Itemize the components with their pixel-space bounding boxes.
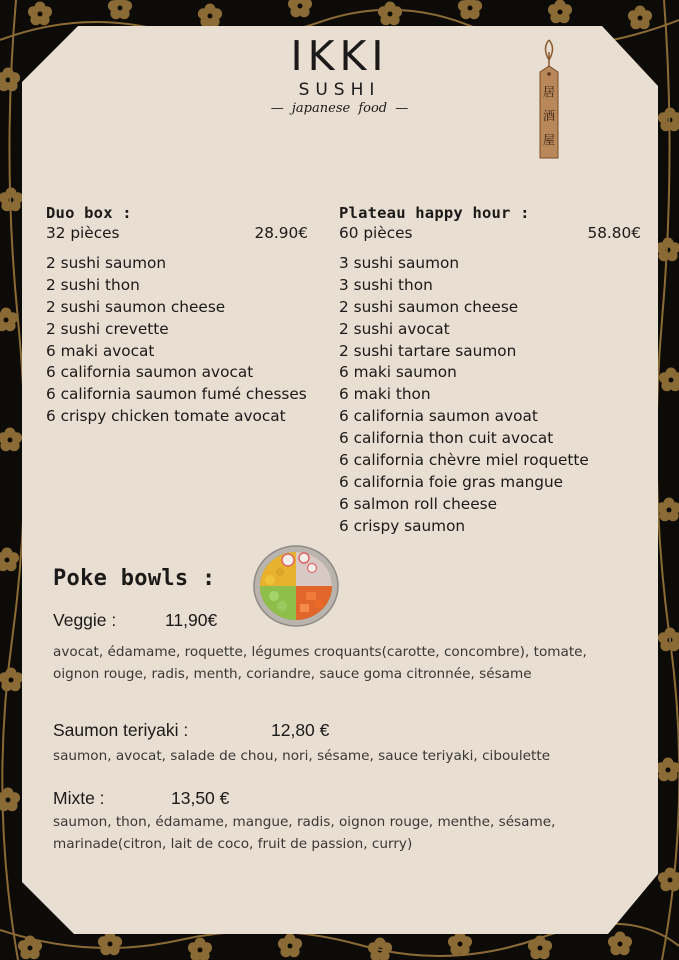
poke-item-veggie — [53, 610, 593, 685]
list-item: 6 california saumon fumé chesses — [46, 385, 307, 404]
list-item: 6 california thon cuit avocat — [339, 429, 554, 448]
duo-box-section — [46, 203, 308, 428]
list-item: 6 california chèvre miel roquette — [339, 451, 589, 470]
list-item: 6 california foie gras mangue — [339, 472, 564, 491]
poke-item-saumon-teriyaki — [53, 720, 593, 768]
list-item: 6 crispy chicken tomate avocat — [46, 407, 286, 426]
list-item: 6 crispy saumon — [339, 516, 466, 535]
happy-hour-count: 60 pièces — [339, 224, 413, 242]
list-item: 6 california saumon avocat — [46, 363, 254, 382]
list-item: 2 sushi saumon cheese — [46, 297, 226, 316]
duo-box-count: 32 pièces — [46, 224, 120, 242]
happy-hour-section — [339, 203, 641, 538]
poke-price: 11,90€ — [165, 610, 218, 630]
list-item: 3 sushi thon — [339, 275, 433, 294]
sign-text: 居 酒 屋 — [542, 85, 555, 147]
brand-subname: SUSHI — [298, 80, 381, 100]
list-item: 6 maki thon — [339, 385, 431, 404]
duo-box-title: Duo box : — [46, 204, 132, 222]
poke-item-mixte — [53, 788, 593, 855]
list-item: 2 sushi avocat — [339, 319, 450, 338]
poke-name: Mixte : — [53, 788, 105, 808]
duo-box-price: 28.90€ — [254, 224, 308, 242]
poke-description: avocat, édamame, roquette, légumes croquants(carotte, concombre), tomate, oignon rouge, radis, menth, coriandre, sauce goma citronnée, sésame — [53, 644, 587, 682]
list-item: 2 sushi saumon cheese — [339, 297, 519, 316]
happy-hour-price: 58.80€ — [587, 224, 641, 242]
poke-description: saumon, avocat, salade de chou, nori, sésame, sauce teriyaki, ciboulette — [53, 748, 551, 764]
poke-price: 12,80 € — [271, 720, 330, 740]
poke-name: Veggie : — [53, 610, 117, 630]
list-item: 6 salmon roll cheese — [339, 494, 497, 513]
brand-logo — [0, 34, 679, 116]
list-item: 6 maki avocat — [46, 341, 155, 360]
hanging-sign — [534, 38, 564, 162]
poke-description: saumon, thon, édamame, mangue, radis, oignon rouge, menthe, sésame, marinade(citron, lait de coco, fruit de passion, curry) — [53, 814, 556, 852]
brand-tagline: — japanese food — — [270, 101, 409, 116]
happy-hour-title: Plateau happy hour : — [339, 204, 530, 222]
brand-name: IKKI — [290, 32, 389, 80]
list-item: 6 maki saumon — [339, 363, 457, 382]
list-item: 3 sushi saumon — [339, 253, 460, 272]
poke-name: Saumon teriyaki : — [53, 720, 189, 740]
poke-bowls-heading: Poke bowls : — [53, 566, 216, 591]
list-item: 2 sushi crevette — [46, 319, 169, 338]
list-item: 2 sushi saumon — [46, 253, 167, 272]
list-item: 2 sushi tartare saumon — [339, 341, 517, 360]
list-item: 2 sushi thon — [46, 275, 140, 294]
list-item: 6 california saumon avoat — [339, 407, 538, 426]
poke-price: 13,50 € — [171, 788, 230, 808]
